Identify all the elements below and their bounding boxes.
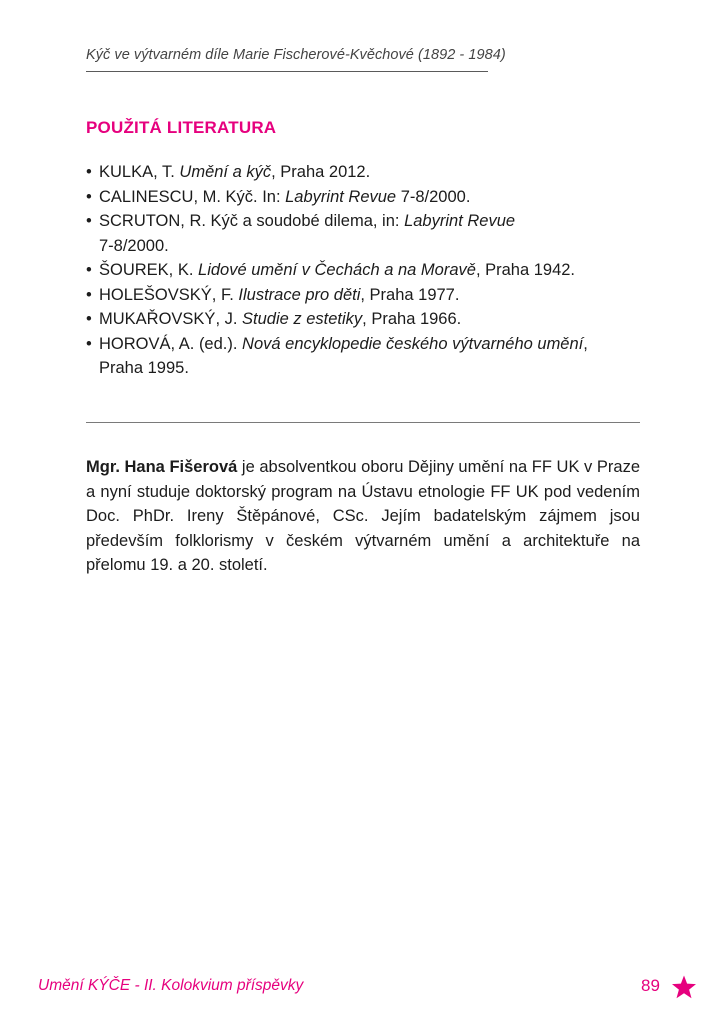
literature-author: CALINESCU, M. Kýč. In:: [99, 187, 286, 206]
literature-author: SCRUTON, R. Kýč a soudobé dilema, in:: [99, 212, 405, 230]
literature-author: ŠOUREK, K.: [99, 261, 199, 279]
bullet-icon: •: [86, 261, 92, 279]
literature-title: Lidové umění v Čechách a na Moravě: [198, 261, 476, 279]
running-head: Kýč ve výtvarném díle Marie Fischerové-Kvěchové (1892 - 1984): [86, 47, 506, 63]
literature-details: 7-8/2000.: [99, 236, 169, 255]
bullet-icon: •: [86, 310, 92, 328]
literature-title: Labyrint Revue: [285, 187, 397, 206]
footer-title: Umění KÝČE - II. Kolokvium příspěvky: [38, 977, 304, 994]
author-bio: [86, 455, 640, 578]
literature-item: [86, 209, 626, 258]
bullet-icon: •: [86, 187, 92, 206]
literature-author: MUKAŘOVSKÝ, J.: [99, 310, 243, 328]
literature-title: Umění a kýč: [179, 163, 272, 181]
literature-details: , Praha 1995.: [99, 334, 588, 377]
header-rule: [86, 71, 488, 72]
literature-title: Nová encyklopedie českého výtvarného umění: [242, 334, 584, 353]
section-heading: POUŽITÁ LITERATURA: [86, 118, 277, 137]
literature-details: , Praha 2012.: [271, 163, 371, 181]
literature-item: [86, 160, 626, 185]
author-name: Mgr. Hana Fišerová: [86, 458, 238, 476]
literature-details: 7-8/2000.: [396, 187, 471, 206]
bullet-icon: •: [86, 285, 92, 304]
literature-author: HOROVÁ, A. (ed.).: [99, 334, 243, 353]
literature-list: [86, 160, 626, 381]
literature-item: [86, 185, 626, 210]
literature-title: Labyrint Revue: [404, 212, 516, 230]
literature-title: Studie z estetiky: [242, 310, 363, 328]
literature-author: KULKA, T.: [99, 163, 180, 181]
page-number: 89: [641, 976, 660, 995]
literature-title: Ilustrace pro děti: [238, 285, 361, 304]
section-divider: [86, 422, 640, 423]
bullet-icon: •: [86, 212, 92, 230]
author-bio-text: je absolventkou oboru Dějiny umění na FF UK v Praze a nyní studuje doktorský program na Ústavu etnologie FF UK pod vedením Doc. PhDr. Ireny Štěpánové, CSc. Jejím badatelským zájmem jsou především folklorismy v českém výtvarném umění a architektuře na přelomu 19. a 20. století.: [86, 458, 640, 574]
star-icon: [671, 975, 697, 999]
literature-item: [86, 307, 626, 332]
literature-item: [86, 332, 626, 381]
literature-details: , Praha 1942.: [475, 261, 576, 279]
literature-author: HOLEŠOVSKÝ, F.: [99, 285, 239, 304]
literature-item: [86, 283, 626, 308]
literature-details: , Praha 1966.: [362, 310, 462, 328]
literature-item: [86, 258, 626, 283]
bullet-icon: •: [86, 163, 92, 181]
literature-details: , Praha 1977.: [360, 285, 460, 304]
bullet-icon: •: [86, 334, 92, 353]
